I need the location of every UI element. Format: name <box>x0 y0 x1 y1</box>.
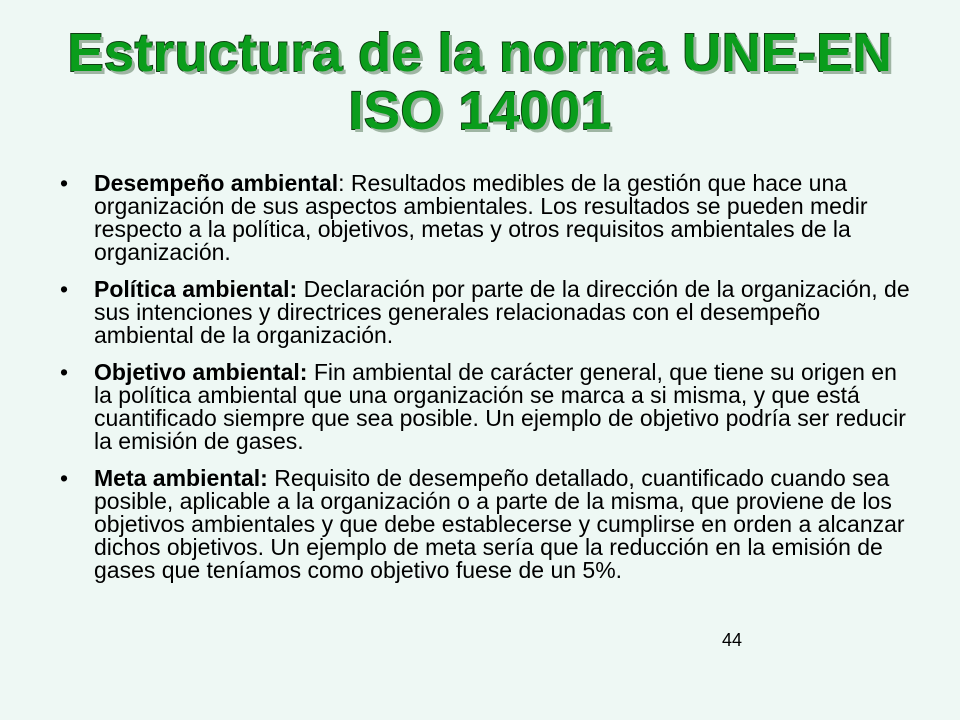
bullet-icon: • <box>60 276 69 302</box>
title-line-1: Estructura de la norma UNE-EN <box>67 23 893 83</box>
definition-text: Requisito de desempeño detallado, cuantificado cuando sea posible, aplicable a la organización o a parte de la misma, que proviene de los objetivos ambientales y que debe establecerse y cumplirse en orden a alcanzar dichos objetivos. Un ejemplo de meta sería que la reducción en la emisión de gases que teníamos como objetivo fuese de un 5%. <box>94 465 905 583</box>
bullet-icon: • <box>60 465 69 491</box>
definition-text: Fin ambiental de carácter general, que tiene su origen en la política ambiental que una organización se marca a si misma, y que está cuantificado siempre que sea posible. Un ejemplo de objetivo podría ser reducir la emisión de gases. <box>94 359 906 454</box>
definition-desempeno-ambiental <box>60 172 920 264</box>
definition-politica-ambiental <box>60 278 920 347</box>
title-line-2: ISO 14001 <box>348 81 612 141</box>
slide-title <box>40 24 920 140</box>
page-number: 44 <box>721 630 743 650</box>
definition-text: Declaración por parte de la dirección de la organización, de sus intenciones y directrices generales relacionadas con el desempeño ambiental de la organización. <box>94 276 910 348</box>
definition-meta-ambiental <box>60 467 920 582</box>
definition-term: Política ambiental: <box>94 276 298 302</box>
definition-term: Objetivo ambiental: <box>94 359 308 385</box>
definition-term: Meta ambiental: <box>94 465 268 491</box>
definition-text: : Resultados medibles de la gestión que hace una organización de sus aspectos ambientales. Los resultados se pueden medir respecto a la política, objetivos, metas y otros requisitos ambientales de la organización. <box>94 170 868 265</box>
bullet-icon: • <box>60 170 69 196</box>
definition-objetivo-ambiental <box>60 361 920 453</box>
definition-term: Desempeño ambiental <box>94 170 339 196</box>
definition-list <box>60 172 920 596</box>
bullet-icon: • <box>60 359 69 385</box>
